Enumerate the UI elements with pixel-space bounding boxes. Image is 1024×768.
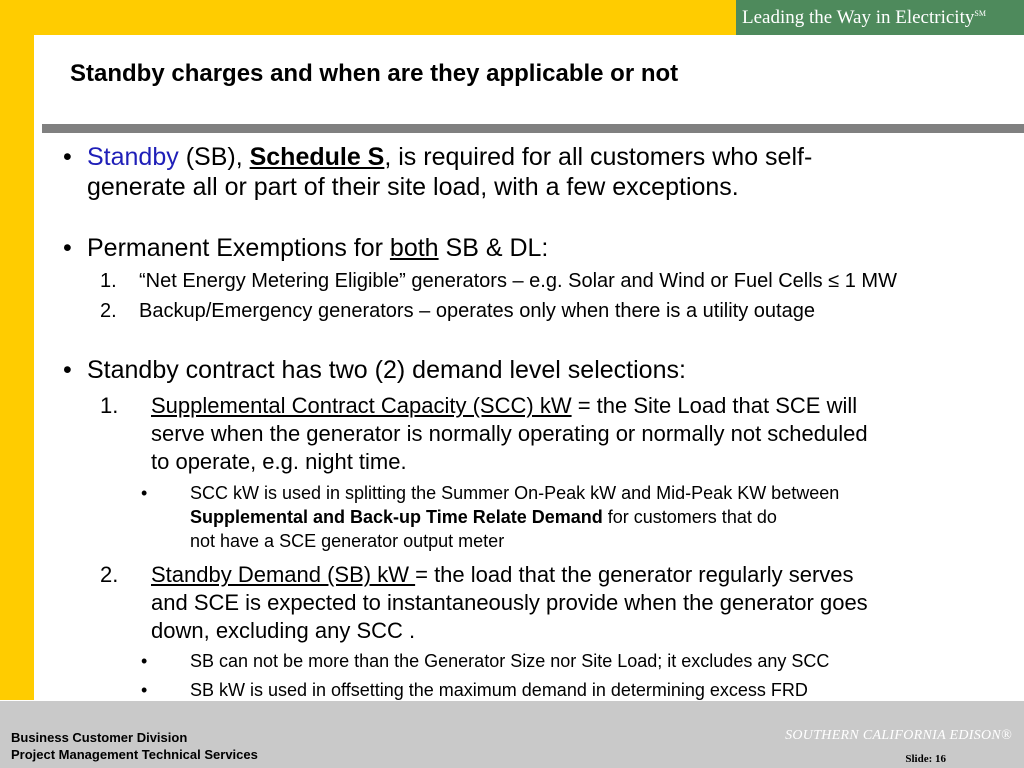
sb-definition-line: down, excluding any SCC . — [151, 618, 416, 643]
tagline-banner — [736, 0, 1024, 35]
scc-sub-bullet-line: not have a SCE generator output meter — [190, 531, 505, 551]
exemption-item: Backup/Emergency generators – operates only when there is a utility outage — [139, 300, 815, 322]
sub-bullet-marker: • — [141, 680, 148, 700]
footer-organization — [11, 729, 258, 763]
bullet-exemptions — [87, 234, 548, 263]
slide-number: Slide: 16 — [905, 753, 946, 765]
sb-definition — [151, 562, 854, 588]
sb-definition-line: and SCE is expected to instantaneously provide when the generator goes — [151, 590, 868, 615]
bullet-demand-selections: Standby contract has two (2) demand level selections: — [87, 356, 686, 384]
sb-sub-bullet: SB kW is used in offsetting the maximum demand in determining excess FRD — [190, 680, 808, 700]
exemption-item: “Net Energy Metering Eligible” generators – e.g. Solar and Wind or Fuel Cells ≤ 1 MW — [139, 270, 897, 292]
schedule-s-term: Schedule S — [249, 143, 385, 171]
bullet-marker: • — [63, 356, 72, 384]
title-divider — [42, 124, 1024, 133]
left-banner — [0, 0, 34, 700]
slide-title: Standby charges and when are they applicable or not — [70, 60, 679, 87]
exemptions-text: Permanent Exemptions for — [87, 234, 390, 262]
scc-definition-line: serve when the generator is normally operating or normally not scheduled — [151, 421, 868, 446]
list-number: 2. — [100, 300, 117, 322]
scc-sub-text: for customers that do — [602, 507, 777, 527]
sub-bullet-marker: • — [141, 483, 148, 503]
scc-sub-bullet: SCC kW is used in splitting the Summer On-Peak kW and Mid-Peak KW between — [190, 483, 840, 503]
scc-definition — [151, 393, 857, 419]
bullet-text-line: generate all or part of their site load, with a few exceptions. — [87, 173, 739, 201]
sb-abbrev: (SB), — [178, 143, 250, 171]
footer-bar — [0, 701, 1024, 768]
footer-department: Project Management Technical Services — [11, 747, 258, 762]
sb-sub-bullet: SB can not be more than the Generator Size nor Site Load; it excludes any SCC — [190, 651, 830, 671]
scc-sub-bullet-line — [190, 507, 777, 528]
bullet-marker: • — [63, 143, 72, 171]
sub-bullet-marker: • — [141, 651, 148, 671]
bullet-marker: • — [63, 234, 72, 262]
list-number: 1. — [100, 270, 117, 292]
footer-division: Business Customer Division — [11, 730, 188, 745]
exemptions-suffix: SB & DL: — [438, 234, 549, 262]
supplemental-demand-term: Supplemental and Back-up Time Relate Demand — [190, 507, 603, 527]
scc-definition-text: = the Site Load that SCE will — [571, 393, 858, 418]
list-number: 2. — [100, 562, 119, 587]
standby-term: Standby — [87, 143, 179, 171]
scc-term: Supplemental Contract Capacity (SCC) kW — [151, 393, 572, 418]
both-term: both — [389, 234, 439, 262]
sb-term: Standby Demand (SB) kW — [151, 562, 416, 587]
company-wordmark: SOUTHERN CALIFORNIA EDISON® — [785, 728, 1012, 743]
scc-definition-line: to operate, e.g. night time. — [151, 449, 407, 474]
bullet-standby-requirement — [87, 143, 812, 172]
list-number: 1. — [100, 393, 119, 418]
tagline-service-mark: SM — [974, 9, 986, 18]
requirement-text: , is required for all customers who self- — [384, 143, 813, 171]
tagline-text: Leading the Way in Electricity — [742, 7, 975, 28]
sb-definition-text: = the load that the generator regularly serves — [415, 562, 854, 587]
